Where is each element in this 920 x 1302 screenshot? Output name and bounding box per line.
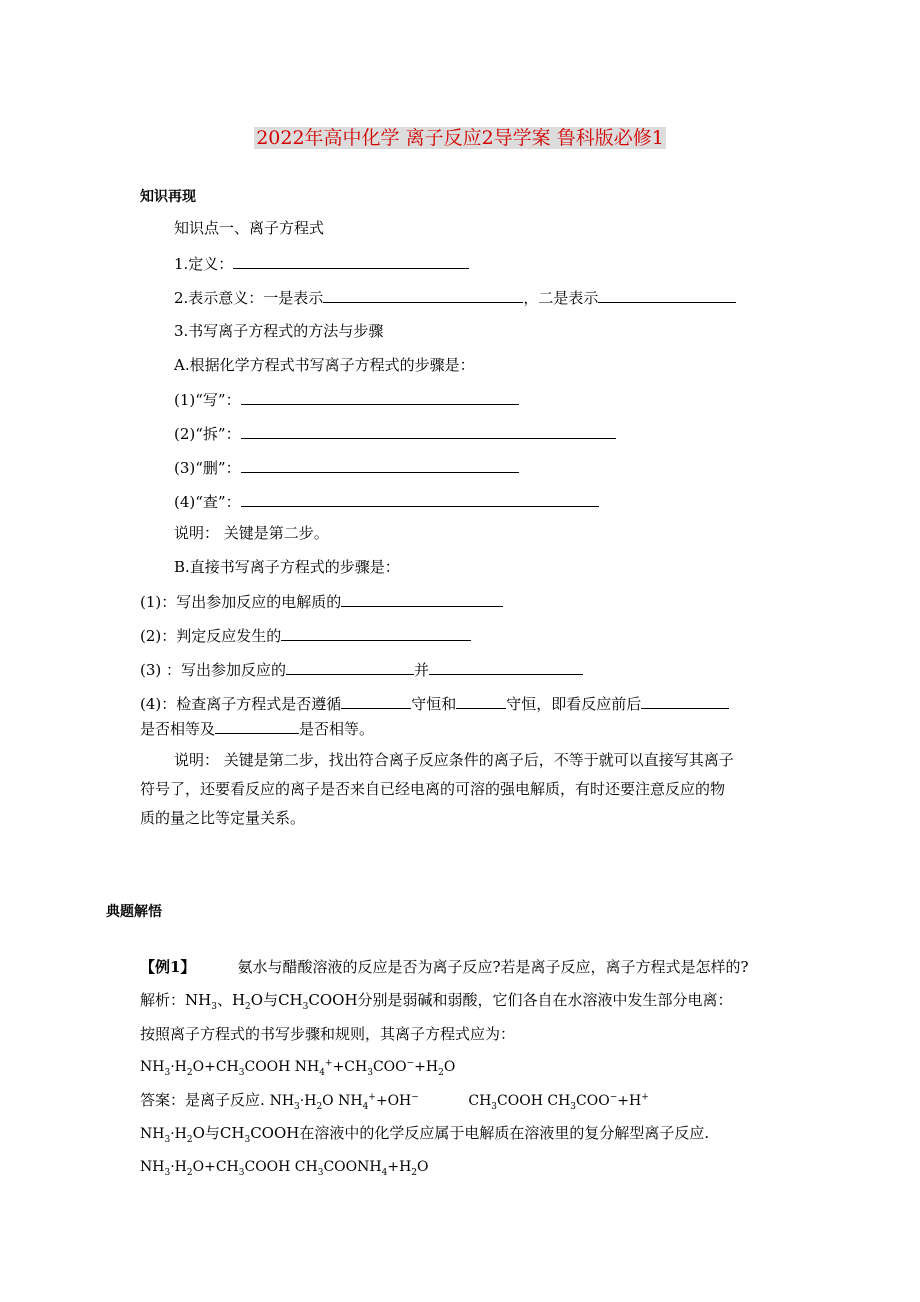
definition-row: 1.定义： — [174, 253, 469, 274]
page-title: 2022年高中化学 离子反应2导学案 鲁科版必修1 — [256, 127, 664, 149]
method-title: 3.书写离子方程式的方法与步骤 — [174, 322, 384, 340]
molecular-equation: $NH_3\cdot H_2O+CH_3COOH$ $CH_3COONH_4+H_2O$ — [140, 1159, 429, 1178]
steps-a-title: A.根据化学方程式书写离子方程式的步骤是： — [174, 356, 475, 374]
step-a3-blank[interactable] — [241, 457, 519, 473]
heading-knowledge: 知识再现 — [140, 189, 196, 205]
point-title: 知识点一、离子方程式 — [174, 219, 325, 237]
example-1-question-row: 【例1】 氨水与醋酸溶液的反应是否为离子反应?若是离子反应，离子方程式是怎样的? — [140, 958, 749, 976]
step-b4-blank-4[interactable] — [215, 718, 299, 734]
step-a4-row: (4)“查”： — [174, 491, 599, 512]
conclusion-line: $NH_3\cdot H_2O$与$CH_3COOH$在溶液中的化学反应属于电解质在溶液里的复分解型离子反应. — [140, 1124, 710, 1145]
note-b-line-3: 质的量之比等定量关系。 — [140, 809, 306, 827]
step-b2-blank[interactable] — [281, 625, 471, 641]
step-a2-row: (2)“拆”： — [174, 423, 616, 444]
meaning-blank-2[interactable] — [598, 287, 736, 303]
step-b1-blank[interactable] — [341, 591, 503, 607]
meaning-row: 2.表示意义：一是表示 ，二是表示 — [174, 287, 736, 308]
step-a1-row: (1)“写”： — [174, 389, 519, 410]
step-b3-blank-2[interactable] — [429, 659, 583, 675]
step-b3-row: (3) ：写出参加反应的 并 — [140, 659, 583, 680]
step-b4-row: (4)：检查离子方程式是否遵循 守恒和 守恒，即看反应前后 — [140, 693, 729, 714]
heading-examples: 典题解悟 — [106, 904, 162, 920]
step-b4-blank-2[interactable] — [456, 693, 506, 709]
note-a: 说明： 关键是第二步。 — [174, 524, 329, 542]
step-b2-row: (2)：判定反应发生的 — [140, 625, 471, 646]
step-a4-blank[interactable] — [241, 491, 599, 507]
ionic-equation-1: $NH_3\cdot H_2O+CH_3COOH$ $NH_4^++CH_3COO^-+H_2O$ — [140, 1058, 456, 1078]
meaning-blank-1[interactable] — [323, 287, 523, 303]
step-b1-row: (1)：写出参加反应的电解质的 — [140, 591, 503, 612]
steps-b-title: B.直接书写离子方程式的步骤是： — [174, 558, 400, 576]
step-a1-blank[interactable] — [241, 389, 519, 405]
step-b4-blank-1[interactable] — [341, 693, 411, 709]
note-b-line-1: 说明： 关键是第二步，找出符合离子反应条件的离子后，不等于就可以直接写其离子 — [174, 751, 734, 769]
note-b-line-2: 符号了，还要看反应的离子是否来自已经电离的可溶的强电解质，有时还要注意反应的物 — [140, 780, 726, 798]
analysis-line: 解析：$NH_3$、$H_2O$与$CH_3COOH$分别是弱碱和弱酸，它们各自在水溶液中发生部分电离： — [140, 991, 733, 1012]
step-a3-row: (3)“删”： — [174, 457, 519, 478]
definition-blank[interactable] — [233, 253, 469, 269]
step-b3-blank-1[interactable] — [286, 659, 414, 675]
rule-line: 按照离子方程式的书写步骤和规则，其离子方程式应为： — [140, 1025, 516, 1043]
ionization-nh3: $NH_3\cdot H_2O$ $NH_4^++OH^-$ — [269, 1092, 419, 1112]
step-a2-blank[interactable] — [241, 423, 616, 439]
step-b4-row-2: 是否相等及 是否相等。 — [140, 720, 375, 738]
step-b4-blank-3[interactable] — [641, 693, 729, 709]
answer-row: 答案：是离子反应. $NH_3\cdot H_2O$ $NH_4^++OH^-$ $CH_3COOH$ $CH_3COO^-+H^+$ — [140, 1091, 649, 1112]
ionization-acetic: $CH_3COOH$ $CH_3COO^-+H^+$ — [468, 1092, 649, 1112]
